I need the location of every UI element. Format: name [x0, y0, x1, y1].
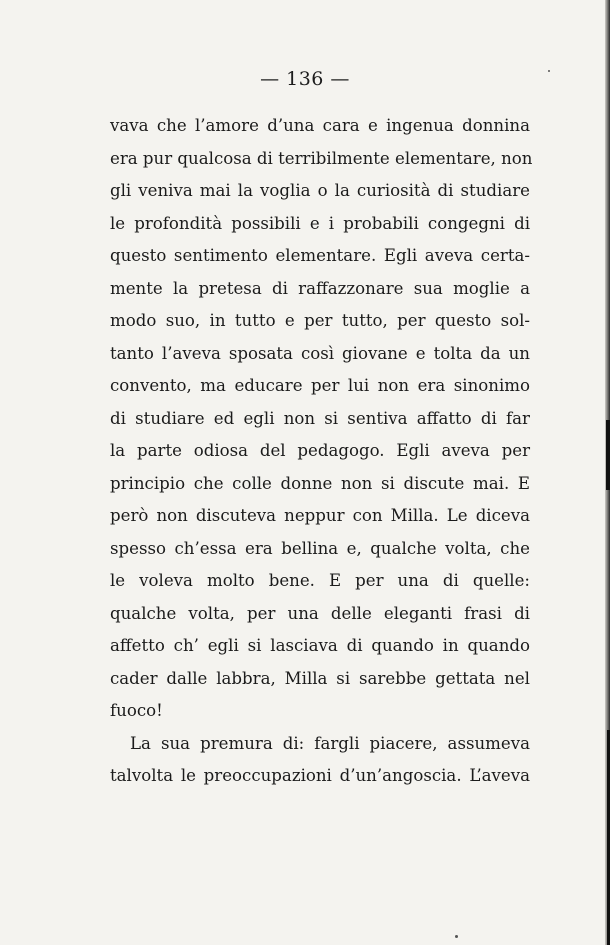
text-line: principio che colle donne non si discute mai. E	[110, 473, 530, 493]
body-text	[110, 110, 533, 793]
text-line: fuoco!	[110, 701, 163, 720]
page-edge-mark	[606, 420, 610, 490]
text-line: però non discuteva neppur con Milla. Le diceva	[110, 506, 530, 525]
text-line: affetto ch’ egli si lasciava di quando in quando	[110, 636, 530, 655]
page-number: — 136 —	[260, 68, 350, 90]
text-line: di studiare ed egli non si sentiva affatto di far	[110, 408, 530, 428]
text-line: cader dalle labbra, Milla si sarebbe gettata nel	[110, 668, 530, 688]
text-line: vava che l’amore d’una cara e ingenua donnina	[110, 116, 530, 135]
paper-speck	[455, 935, 458, 938]
text-line: mente la pretesa di raffazzonare sua moglie a	[110, 278, 530, 298]
text-line: modo suo, in tutto e per tutto, per questo sol-	[110, 311, 530, 330]
text-line: convento, ma educare per lui non era sinonimo	[110, 376, 530, 395]
text-line: era pur qualcosa di terribilmente elementare, non	[110, 148, 533, 168]
paragraph-first-line: La sua premura di: fargli piacere, assumeva	[130, 733, 530, 753]
text-line: talvolta le preoccupazioni d’un’angoscia. L’aveva	[110, 766, 530, 785]
text-line: qualche volta, per una delle eleganti frasi di	[110, 603, 530, 623]
text-line: gli veniva mai la voglia o la curiosità di studiare	[110, 181, 530, 200]
text-line: la parte odiosa del pedagogo. Egli aveva per	[110, 441, 530, 460]
text-line: questo sentimento elementare. Egli aveva certa-	[110, 246, 530, 265]
text-line: le profondità possibili e i probabili congegni di	[110, 213, 530, 233]
text-line: tanto l’aveva sposata così giovane e tolta da un	[110, 343, 530, 363]
text-line: le voleva molto bene. E per una di quelle:	[110, 571, 530, 590]
text-line: spesso ch’essa era bellina e, qualche volta, che	[110, 538, 530, 558]
